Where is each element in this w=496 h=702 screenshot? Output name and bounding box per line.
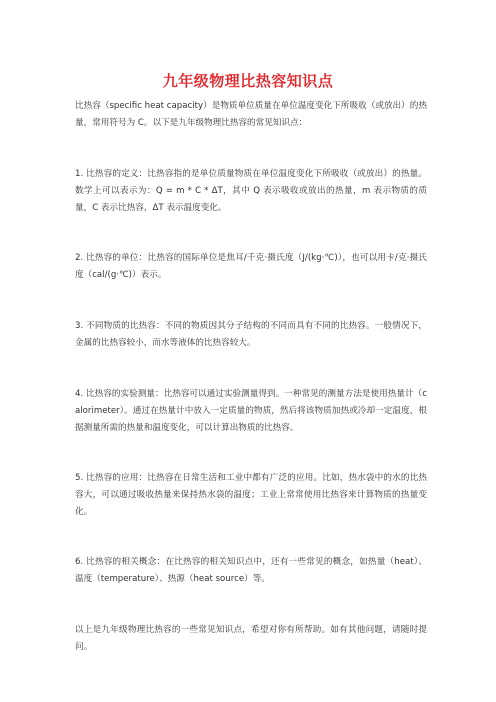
- point-5-application: 5. 比热容的应用：比热容在日常生活和工业中都有广泛的应用。比如，热水袋中的水的比热容大，可以通过吸收热量来保持热水袋的温度；工业上常常使用比热容来计算物质的热量变化。: [75, 473, 427, 517]
- document-title: 九年级物理比热容知识点: [162, 72, 334, 90]
- point-6-concepts: 6. 比热容的相关概念：在比热容的相关知识点中，还有一些常见的概念，如热量（heat）、温度（temperature）、热源（heat source）等。: [75, 557, 427, 584]
- intro-paragraph: 比热容（specific heat capacity）是物质单位质量在单位温度变化下所吸收（或放出）的热量，常用符号为 C。以下是九年级物理比热容的常见知识点：: [75, 101, 427, 128]
- closing-paragraph: 以上是九年级物理比热容的一些常见知识点，希望对你有所帮助。如有其他问题，请随时提问。: [75, 625, 427, 652]
- point-2-unit: 2. 比热容的单位：比热容的国际单位是焦耳/千克·摄氏度（J/(kg·℃)），也可以用卡/克·摄氏度（cal/(g·℃)）表示。: [75, 253, 427, 280]
- point-4-measurement: 4. 比热容的实验测量：比热容可以通过实验测量得到。一种常见的测量方法是使用热量计（calorimeter）。通过在热量计中放入一定质量的物质，然后将该物质加热或冷却一定温度，根据测量所需的热量和温度变化，可以计算出物质的比热容。: [75, 389, 427, 433]
- point-1-definition: 1. 比热容的定义：比热容指的是单位质量物质在单位温度变化下所吸收（或放出）的热量。数学上可以表示为：Q = m * C * ΔT，其中 Q 表示吸收或放出的热量，m 表示物质的质量，C 表示比热容，ΔT 表示温度变化。: [75, 169, 427, 213]
- point-3-materials: 3. 不同物质的比热容：不同的物质因其分子结构的不同而具有不同的比热容。一般情况下，金属的比热容较小，而水等液体的比热容较大。: [75, 321, 427, 348]
